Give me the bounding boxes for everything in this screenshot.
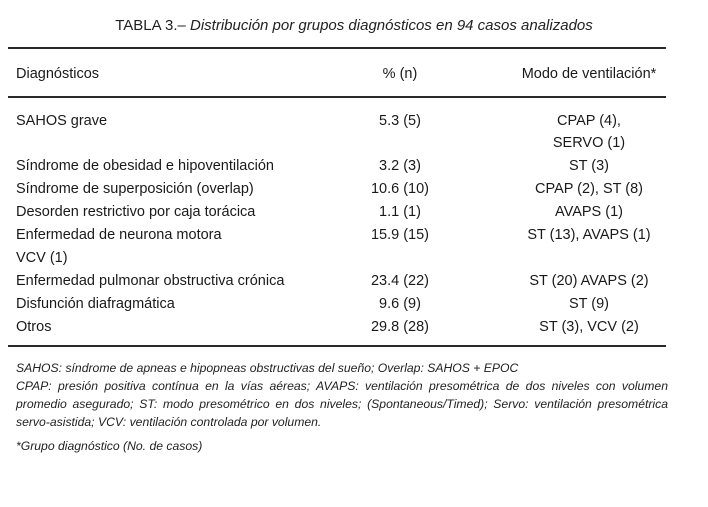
cell-modo: ST (13), AVAPS (1) bbox=[527, 227, 651, 243]
cell-diagnostico: Enfermedad de neurona motora bbox=[16, 227, 222, 243]
cell-diagnostico: Síndrome de obesidad e hipoventilación bbox=[16, 158, 274, 174]
cell-diagnostico: Enfermedad pulmonar obstructiva crónica bbox=[16, 273, 285, 289]
header-porcentaje: % (n) bbox=[382, 66, 418, 82]
cell-porcentaje: 29.8 (28) bbox=[370, 319, 430, 335]
footnote-asterisk: *Grupo diagnóstico (No. de casos) bbox=[16, 439, 203, 453]
cell-modo: ST (9) bbox=[568, 296, 610, 312]
cell-porcentaje: 10.6 (10) bbox=[370, 181, 430, 197]
cell-modo-wrapped: VCV (1) bbox=[16, 250, 68, 266]
table-caption: Distribución por grupos diagnósticos en 94 casos analizados bbox=[190, 17, 593, 34]
cell-modo: AVAPS (1) bbox=[555, 204, 623, 220]
cell-modo-line: CPAP (4), bbox=[557, 113, 621, 129]
cell-modo bbox=[510, 110, 668, 154]
cell-porcentaje: 5.3 (5) bbox=[379, 113, 421, 129]
cell-diagnostico: Otros bbox=[16, 319, 52, 335]
bottom-rule bbox=[8, 345, 666, 347]
table-number: TABLA 3.– bbox=[115, 17, 186, 34]
header-rule bbox=[8, 96, 666, 98]
cell-porcentaje: 23.4 (22) bbox=[370, 273, 430, 289]
cell-modo-line: SERVO (1) bbox=[552, 135, 626, 151]
cell-porcentaje: 9.6 (9) bbox=[379, 296, 421, 312]
footnotes bbox=[16, 359, 668, 455]
cell-porcentaje: 3.2 (3) bbox=[379, 158, 421, 174]
cell-modo: ST (3), VCV (2) bbox=[539, 319, 639, 335]
header-modo-ventilacion: Modo de ventilación* bbox=[521, 66, 657, 82]
table-title bbox=[0, 17, 708, 34]
top-rule bbox=[8, 47, 666, 49]
cell-diagnostico: Síndrome de superposición (overlap) bbox=[16, 181, 254, 197]
footnote-abbreviations-2: CPAP: presión positiva contínua en la vías aéreas; AVAPS: ventilación presométrica de dos niveles con volumen promedio asegurado; ST: modo presométrico en dos niveles; (Spontaneous/Timed); Servo: ventilación presométrica servo-asistida; VCV: ventilación controlada por volumen. bbox=[16, 379, 668, 429]
cell-diagnostico: Desorden restrictivo por caja torácica bbox=[16, 204, 256, 220]
cell-modo: ST (20) AVAPS (2) bbox=[529, 273, 649, 289]
footnote-abbreviations-1: SAHOS: síndrome de apneas e hipopneas obstructivas del sueño; Overlap: SAHOS + EPOC bbox=[16, 361, 519, 375]
cell-modo: ST (3) bbox=[568, 158, 610, 174]
cell-porcentaje: 15.9 (15) bbox=[370, 227, 430, 243]
header-diagnosticos: Diagnósticos bbox=[16, 66, 100, 82]
cell-diagnostico: SAHOS grave bbox=[16, 113, 108, 129]
cell-modo: CPAP (2), ST (8) bbox=[535, 181, 643, 197]
cell-porcentaje: 1.1 (1) bbox=[379, 204, 421, 220]
cell-diagnostico: Disfunción diafragmática bbox=[16, 296, 175, 312]
